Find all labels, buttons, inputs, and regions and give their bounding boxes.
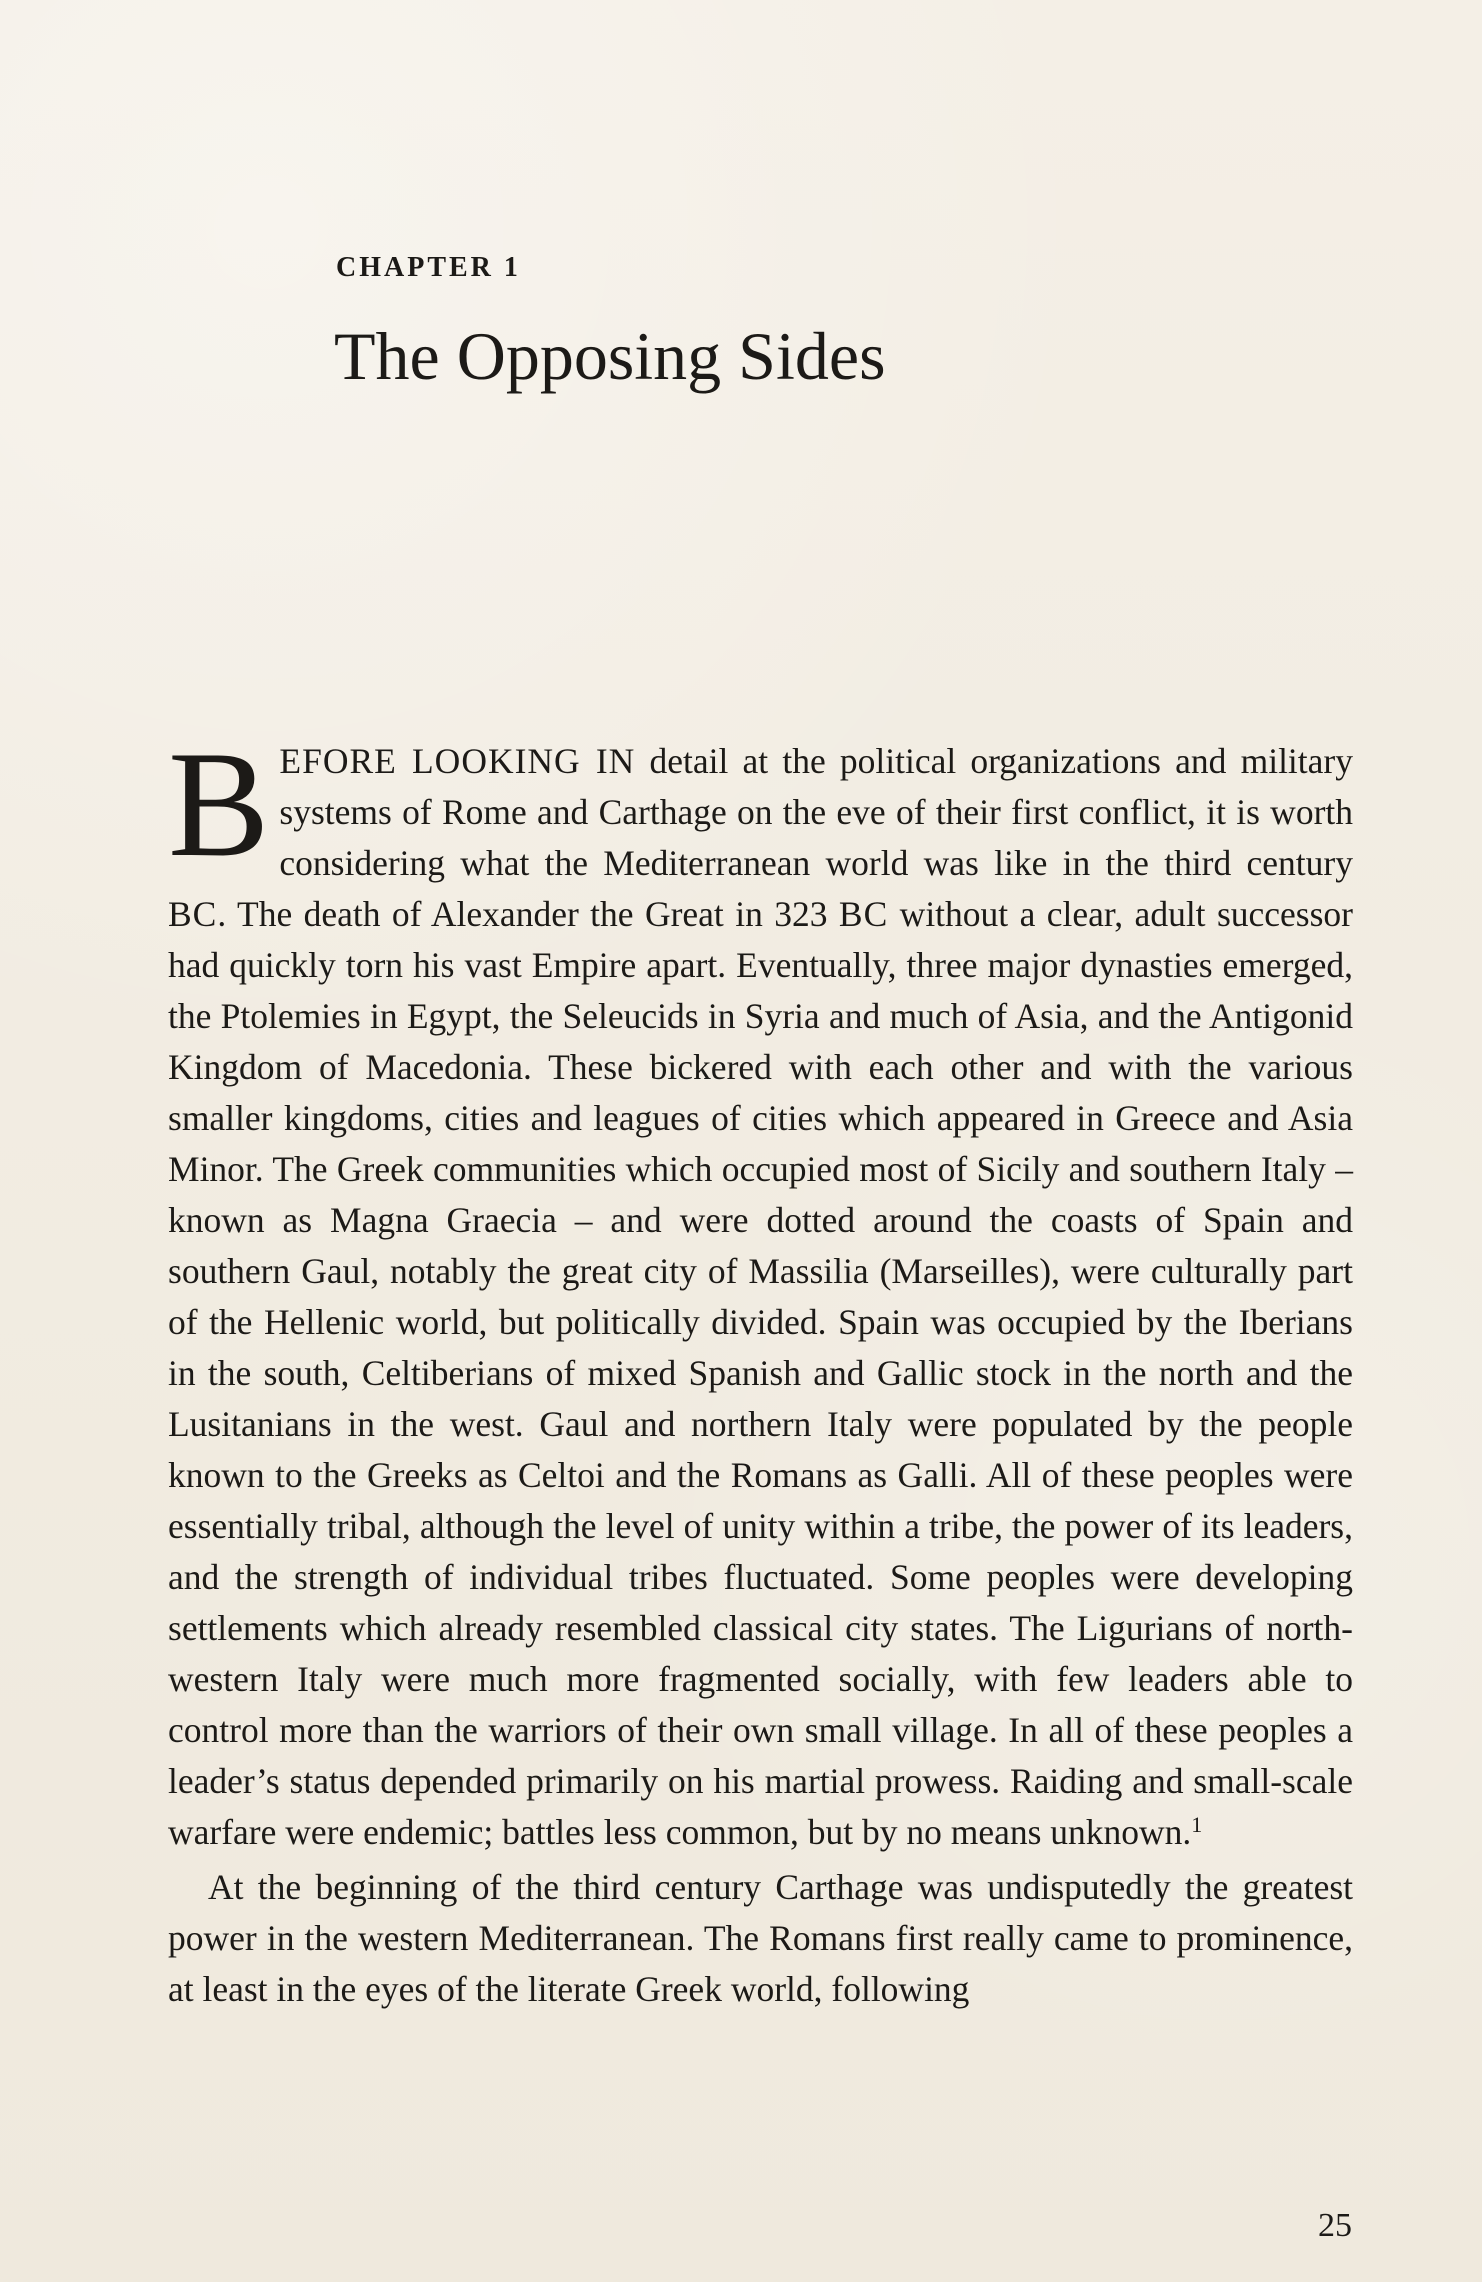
drop-cap: B: [168, 720, 270, 888]
lead-in-text: EFORE LOOKING IN: [279, 741, 636, 781]
page-number: 25: [1318, 2207, 1352, 2244]
opening-paragraph-text-part-2: . The death of Alexander the Great in 323: [217, 894, 839, 934]
chapter-body: [168, 720, 1353, 2015]
chapter-title: The Opposing Sides: [334, 318, 886, 394]
second-paragraph: At the beginning of the third century Carthage was undisputedly the greatest power in the western Mediterranean. The Romans first really came to prominence, at least in the eyes of the literate Greek world, following: [168, 1867, 1353, 2009]
era-label-bc-2: BC: [838, 894, 889, 934]
era-label-bc-1: BC: [168, 894, 218, 934]
opening-paragraph-text-part-3: without a clear, adult successor had quickly torn his vast Empire apart. Eventually, three major dynasties emerged, the Ptolemies in Egypt, the Seleucids in Syria and much of Asia, and the Antigonid Kingdom of Macedonia. These bickered with each other and with the various smaller kingdoms, cities and leagues of cities which appeared in Greece and Asia Minor. The Greek communities which occupied most of Sicily and southern Italy – known as Magna Graecia – and were dotted around the coasts of Spain and southern Gaul, notably the great city of Massilia (Marseilles), were culturally part of the Hellenic world, but politically divided. Spain was occupied by the Iberians in the south, Celtiberians of mixed Spanish and Gallic stock in the north and the Lusitanians in the west. Gaul and northern Italy were populated by the people known to the Greeks as Celtoi and the Romans as Galli. All of these peoples were essentially tribal, although the level of unity within a tribe, the power of its leaders, and the strength of individual tribes fluctuated. Some peoples were developing settlements which already resembled classical city states. The Ligurians of north-western Italy were much more fragmented socially, with few leaders able to control more than the warriors of their own small village. In all of these peoples a leader’s status depended primarily on his martial prowess. Raiding and small-scale warfare were endemic; battles less common, but by no means unknown.: [168, 894, 1353, 1852]
footnote-marker: 1: [1191, 1812, 1203, 1837]
opening-paragraph: [168, 720, 1353, 1862]
chapter-label: CHAPTER 1: [336, 252, 521, 283]
opening-paragraph-text-part-1: detail at the political organizations and military systems of Rome and Carthage on the eve of their first conflict, it is worth considering what the Mediterranean world was like in the third century: [279, 741, 1353, 883]
